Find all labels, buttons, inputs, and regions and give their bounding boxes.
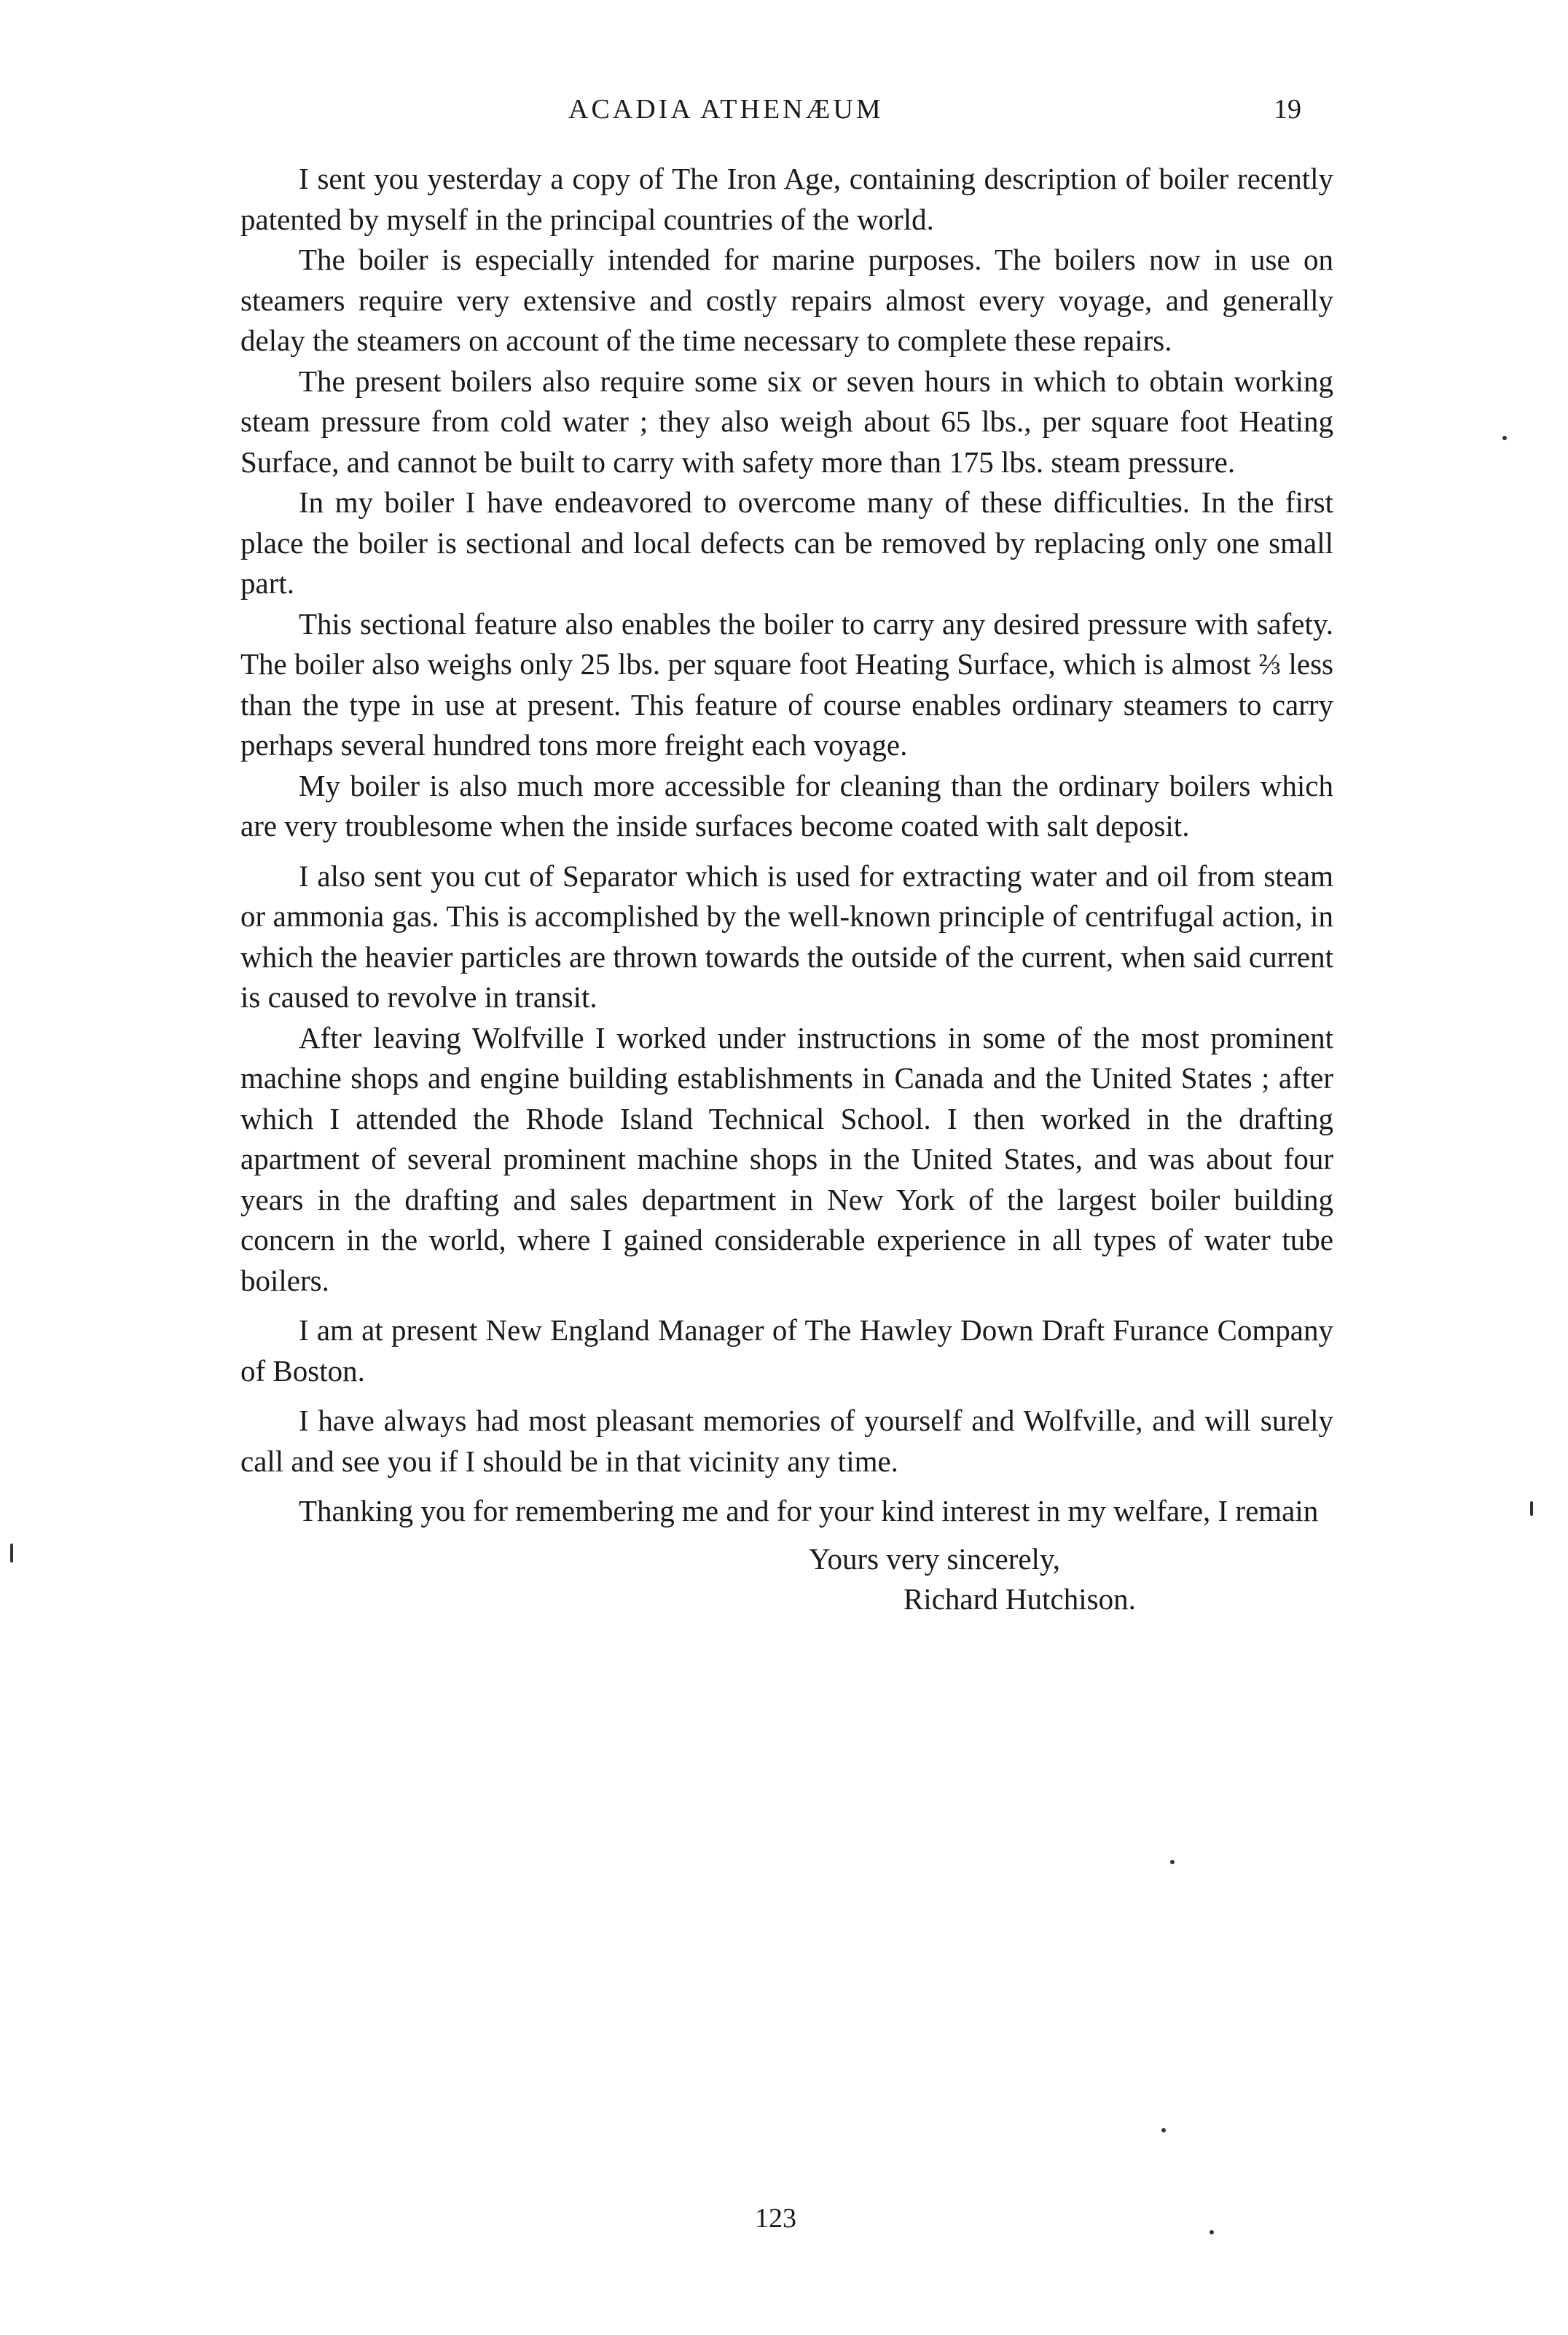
scan-speck	[1502, 436, 1507, 440]
scan-speck	[1161, 2128, 1166, 2132]
letter-body	[240, 159, 1333, 1619]
paragraph: I also sent you cut of Separator which is used for extracting water and oil from steam or ammonia gas. This is accomplished by the well-known principle of centrifugal action, in which the heavier particles are thrown towards the outside of the current, when said current is caused to revolve in transit.	[240, 858, 1333, 1014]
paragraph: I am at present New England Manager of The Hawley Down Draft Furance Company of Boston.	[240, 1313, 1333, 1388]
scan-speck	[1530, 1501, 1533, 1516]
signature: Richard Hutchison.	[903, 1581, 1136, 1616]
letter-closing	[240, 1539, 1333, 1619]
paragraph: In my boiler I have endeavored to overcome many of these difficulties. In the first place the boiler is sectional and local defects can be removed by replacing only one small part.	[240, 485, 1333, 600]
scan-speck	[1210, 2230, 1214, 2234]
page-number-top: 19	[1274, 94, 1301, 125]
paragraph: My boiler is also much more accessible for cleaning than the ordinary boilers which are very troublesome when the inside surfaces become coated with salt deposit.	[240, 768, 1333, 842]
paragraph: The present boilers also require some six or seven hours in which to obtain working steam pressure from cold water ; they also weigh about 65 lbs., per square foot Heating Surface, and cannot be built to carry with safety more than 175 lbs. steam pressure.	[240, 364, 1333, 479]
paragraph: The boiler is especially intended for marine purposes. The boilers now in use on steamers require very extensive and costly repairs almost every voyage, and generally delay the steamers on account of the time necessary to complete these repairs.	[240, 243, 1333, 357]
closing-salutation: Yours very sincerely,	[809, 1541, 1061, 1576]
page-number-bottom: 123	[755, 2203, 796, 2234]
scan-speck	[10, 1544, 13, 1562]
paragraph: I sent you yesterday a copy of The Iron Age, containing description of boiler recently patented by myself in the principal countries of the world.	[240, 162, 1333, 236]
paragraph: After leaving Wolfville I worked under instructions in some of the most prominent machine shops and engine building establishments in Canada and the United States ; after which I attended the Rhode Island Technical School. I then worked in the drafting apartment of several prominent machine shops in the United States, and was about four years in the drafting and sales department in New York of the largest boiler building concern in the world, where I gained considerable experience in all types of water tube boilers.	[240, 1020, 1333, 1297]
paragraph: This sectional feature also enables the boiler to carry any desired pressure with safety. The boiler also weighs only 25 lbs. per square foot Heating Surface, which is almost ⅔ less than the type in use at present. This feature of course enables ordinary steamers to carry perhaps several hundred tons more freight each voyage.	[240, 606, 1333, 762]
scan-speck	[1170, 1860, 1175, 1864]
running-title: ACADIA ATHENÆUM	[568, 94, 884, 125]
paragraph: I have always had most pleasant memories of yourself and Wolfville, and will surely call and see you if I should be in that vicinity any time.	[240, 1404, 1333, 1478]
paragraph: Thanking you for remembering me and for your kind interest in my welfare, I remain	[299, 1494, 1319, 1528]
